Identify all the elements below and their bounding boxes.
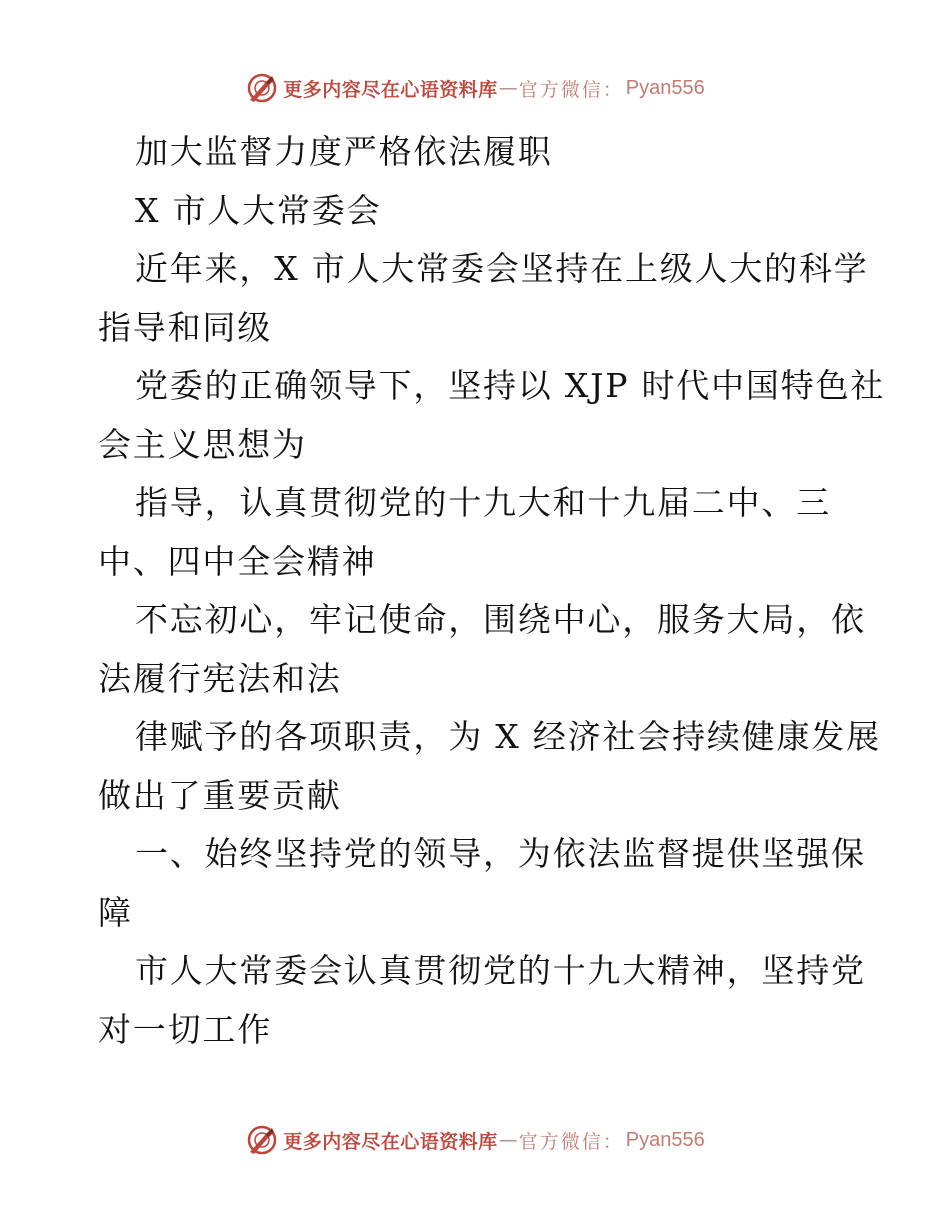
pen-logo-icon: [245, 1123, 279, 1157]
text-line: 指导，认真贯彻党的十九大和十九届二中、三: [135, 483, 831, 522]
text-line: 指导和同级: [98, 307, 272, 347]
text-line: 加大监督力度严格依法履职: [135, 132, 553, 171]
text-line: 做出了重要贡献: [98, 775, 342, 815]
text-line: 律赋予的各项职责，为 X 经济社会持续健康发展: [135, 717, 881, 756]
document-body: [98, 123, 886, 1059]
banner-wechat-id: Pyan556: [625, 1128, 705, 1151]
banner-wechat-label: 官方微信：: [518, 1130, 624, 1153]
text-line: 不忘初心，牢记使命，围绕中心，服务大局，依: [135, 600, 866, 639]
text-line: 党委的正确领导下，坚持以 XJP 时代中国特色社: [135, 366, 886, 405]
text-line: 近年来，X 市人大常委会坚持在上级人大的科学: [135, 249, 869, 288]
text-line: 对一切工作: [98, 1009, 272, 1049]
text-line: 障: [98, 892, 133, 932]
text-line: X 市人大常委会: [135, 190, 382, 230]
banner-text: 更多内容尽在心语资料库: [283, 78, 498, 101]
text-line: 市人大常委会认真贯彻党的十九大精神，坚持党: [135, 951, 866, 990]
footer-banner: [0, 1120, 950, 1160]
banner-wechat-label: 官方微信：: [518, 78, 624, 101]
banner-separator: —: [498, 77, 518, 99]
banner-wechat-id: Pyan556: [625, 76, 705, 99]
text-line: 中、四中全会精神: [98, 541, 377, 581]
header-banner: [0, 68, 950, 108]
text-line: 一、始终坚持党的领导，为依法监督提供坚强保: [135, 834, 866, 873]
pen-logo-icon: [245, 71, 279, 105]
banner-text: 更多内容尽在心语资料库: [283, 1130, 498, 1153]
text-line: 法履行宪法和法: [98, 658, 342, 698]
text-line: 会主义思想为: [98, 424, 307, 464]
banner-separator: —: [498, 1129, 518, 1151]
